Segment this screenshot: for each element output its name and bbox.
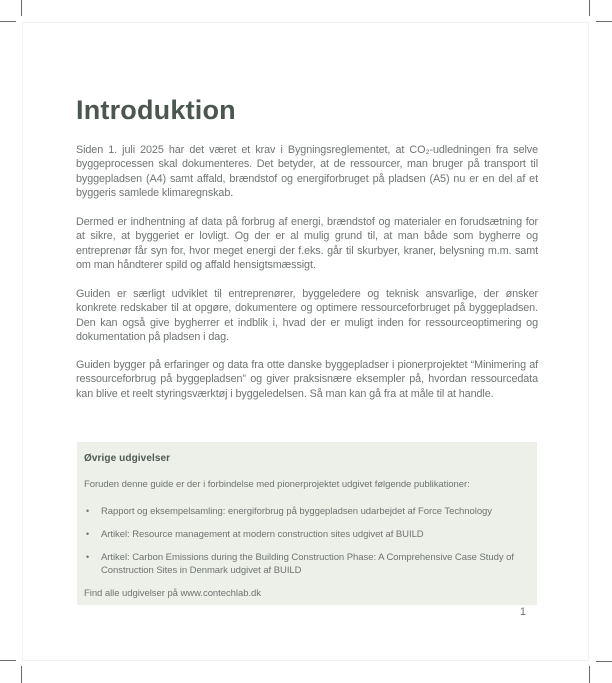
crop-mark (21, 666, 22, 683)
crop-mark (0, 21, 16, 22)
crop-mark (596, 21, 612, 22)
publications-footer-text: Find alle udgivelser på (84, 588, 181, 599)
publications-footer (84, 587, 527, 600)
bullet-icon: • (86, 529, 90, 539)
crop-mark (0, 660, 16, 661)
publication-item (86, 551, 527, 577)
crop-mark (589, 0, 590, 16)
publication-item-text: Artikel: Carbon Emissions during the Building Construction Phase: A Comprehensive Case Study of Construction Sites in Denmark udgivet af BUILD (101, 552, 514, 576)
crop-mark (589, 666, 590, 683)
paragraph-4: Guiden bygger på erfaringer og data fra otte danske byggepladser i pionerprojektet “Minimering af ressourceforbrug på byggepladsen” og giver praksisnære eksempler på, hvordan ressourcedata kan blive et reelt styringsværktøj i byggeledelsen. Så man kan gå fra at måle til at handle. (76, 359, 538, 400)
publications-box (77, 442, 537, 605)
bullet-icon: • (86, 506, 90, 516)
paragraph-2: Dermed er indhentning af data på forbrug af energi, brændstof og materialer en forudsætning for at sikre, at byggeriet er lovligt. Og der er al mulig grund til, at man både som bygherre og entreprenør får syn for, hvor meget energi der f.eks. går til skurbyer, kraner, belysning m.m. samt om man håndterer spild og affald hensigtsmæssigt. (76, 216, 538, 272)
page-number: 1 (519, 606, 526, 618)
publication-item-text: Rapport og eksempelsamling: energiforbrug på byggepladsen udarbejdet af Force Technology (101, 506, 492, 517)
page-title: Introduktion (76, 95, 236, 125)
publications-box-title: Øvrige udgivelser (84, 453, 171, 464)
bullet-icon: • (86, 552, 90, 562)
paragraph-3: Guiden er særligt udviklet til entreprenører, byggeledere og teknisk ansvarlige, der ønsker konkrete redskaber til at opgøre, dokumentere og optimere ressourceforbruget på byggepladsen. Den kan også give bygherrer et indblik i, hvad der er muligt inden for ressourceoptimering og dokumentation på pladsen i dag. (76, 288, 538, 344)
paragraph-1: Siden 1. juli 2025 har det været et krav i Bygningsreglementet, at CO₂-udledningen fra selve byggeprocessen skal dokumenteres. Det betyder, at de ressourcer, man bruger på transport til byggepladsen (A4) samt affald, brændstof og energiforbruget på pladsen (A5) nu er en del af et byggeris samlede klimaregnskab. (76, 144, 538, 200)
publication-list (84, 505, 527, 577)
publications-box-intro: Foruden denne guide er der i forbindelse med pionerprojektet udgivet følgende publikationer: (84, 479, 470, 490)
publication-item-text: Artikel: Resource management at modern construction sites udgivet af BUILD (101, 529, 424, 540)
publisher-url[interactable]: www.contechlab.dk (180, 588, 261, 599)
publication-item (86, 528, 527, 541)
crop-mark (596, 661, 612, 662)
publication-item (86, 505, 527, 518)
document-page (22, 22, 589, 661)
crop-mark (21, 0, 22, 16)
